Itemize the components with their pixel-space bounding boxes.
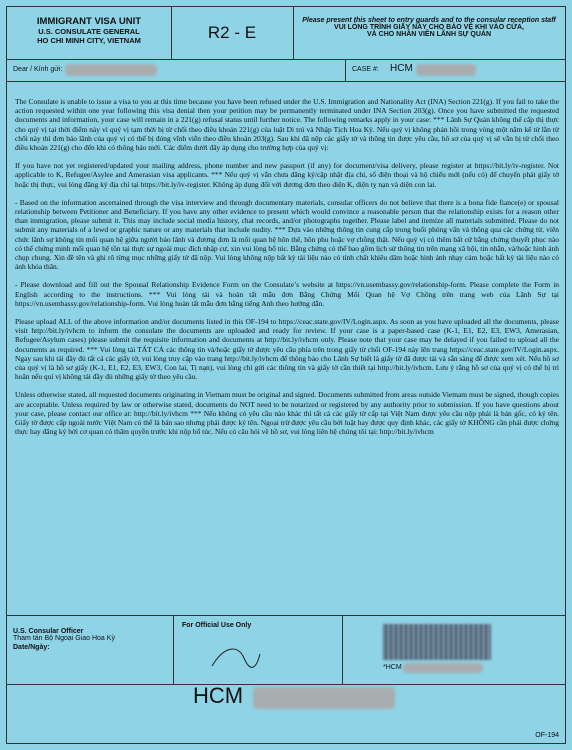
addressee-row [7, 59, 565, 82]
paragraph-documents: Unless otherwise stated, all requested documents originating in Vietnam must be original and signed. Documents submitted from areas outside Vietnam must be signed, though copies are acceptable. Unless required by law or otherwise stated, documents do NOT need to be notarized or registered by any authority prior to submission. If you have questions about your case, please contact our office at: http://bit.ly/ivhcm *** Nếu không có yêu cầu nào khác thì tất cả các giấy tờ cấp tại Việt Nam được yêu cầu nộp phải là bản gốc, có ký tên. Giấy tờ được cấp ngoài nước Việt Nam có thể là bản sao nhưng phải được ký tên. Ngoại trừ được yêu cầu bởi luật hay được quy định khác, các giấy tờ KHÔNG cần phải được chứng thực hay đăng ký bởi cơ quan có thẩm quyền trước khi nộp bổ túc. Nếu có câu hỏi về hồ sơ, vui lòng liên hệ chúng tôi tại: http://bit.ly/ivhcm [15, 390, 559, 437]
redacted-large-case-id [253, 687, 395, 709]
handwritten-mark-icon [204, 636, 264, 676]
form-number: OF-194 [535, 732, 559, 739]
instruction-vietnamese-2: VÀ CHO NHÂN VIÊN LÃNH SỰ QUÁN [366, 31, 492, 38]
date-label: Date/Ngày: [13, 644, 50, 651]
refusal-sheet [6, 6, 566, 744]
instruction-block [293, 7, 565, 59]
consulate-block [7, 7, 172, 59]
instruction-vietnamese-1: VUI LÒNG TRÌNH GIẤY NÀY CHO BẢO VỆ KHI VÀO CỬA, [334, 24, 524, 31]
official-use-box [173, 616, 343, 684]
paragraph-upload: Please upload ALL of the above information and/or documents listed in this OF-194 to https://ceac.state.gov/IV/Login.aspx. As soon as you have uploaded all the documents, please visit http://bit.ly/ivhcm to inform the consulate the documents are uploaded and ready for review. If your case is a paper-based case (K-1, E1, E2, E3, EW3, Amerasian, Refugee/Asylum cases) please submit the requisite information and documents at http://bit.ly/ivhcm only. Please note that your case may be delayed if you failed to upload all the documents as required. *** Vui lòng tải TẤT CẢ các thông tin và/hoặc giấy tờ được yêu cầu phía trên trong giấy từ chối OF-194 này lên trang https://ceac.state.gov/IV/Login.aspx. Ngay sau khi tải đầy đủ tất cả các giấy tờ, vui lòng truy cập vào trang http://bit.ly/ivhcm để thông báo cho Lãnh Sự biết là giấy tờ đã được tải và sẵn sàng để được xem xét. Nếu hồ sơ của quý vị là hồ sơ giấy (K-1, E1, E2, E3, EW3, Con lai, Tị nạn), vui lòng chỉ gửi các thông tin và giấy tờ cần thiết tại http://bit.ly/ivhcm. Lưu ý rằng hồ sơ của quý vị có thể bị trì hoãn nếu quí vị không tải đầy đủ những giấy tờ theo yêu cầu. [15, 317, 559, 382]
case-label: CASE #: [352, 66, 379, 73]
consulate-city: HO CHI MINH CITY, VIETNAM [37, 36, 141, 45]
instruction-english: Please present this sheet to entry guards and to the consular reception staff [302, 17, 556, 24]
paragraph-registration: If you have not yet registered/updated your mailing address, phone number and new passport (if any) for document/visa delivery, please register at https://bit.ly/iv-register. Not applicable to K, Refugee/Asylee and Amerasian visa applicants. *** Nếu quý vị vẫn chưa đăng ký/cập nhật địa chỉ, số điện thoại và hộ chiếu mới (nếu có) để chuyển phát giấy tờ hoặc thị thực, vui lòng đăng ký địa chỉ tại https://bit.ly/iv-register. Không áp dụng đối với đương đơn theo diện K, diện tỵ nạn và diện con lai. [15, 161, 559, 189]
case-number-box [345, 59, 566, 81]
official-use-label: For Official Use Only [182, 622, 252, 629]
redacted-case-number [416, 64, 476, 76]
consulate-name: U.S. CONSULATE GENERAL [38, 27, 140, 36]
large-case-id: HCM [193, 683, 244, 708]
header [7, 7, 565, 60]
officer-title: U.S. Consular Officer [13, 628, 84, 635]
barcode-icon [383, 624, 491, 660]
paragraph-relationship: - Based on the information ascertained through the visa interview and through documentary materials, consular officers do not believe that there is a bona fide fiance(e) or spousal relationship between Petitioner and Beneficiary. If you have any other evidence to present which would convince a reasonable person that the relationship exists for a reason other than immigration, please submit it. This may include social media history, chat records, and/or photographs together. Please label and itemize all materials submitted. Please do not submit any materials of a lewd or graphic nature or any materials that include nudity. *** Dựa vào những thông tin cung cấp trong buổi phỏng vấn và thông qua các chứng từ, viên chức lãnh sự không tin mối quan hệ giữa người bảo lãnh và đương đơn là mối quan hệ hôn thê, hôn phu hoặc vợ chồng thật. Nếu quý vị có thêm bất cứ bằng chứng thuyết phục nào có thể chứng minh mối quan hệ tồn tại thực sự ngoài mục đích nhập cư, xin vui lòng bổ túc. Bằng chứng có thể bao gồm lịch sử thông tin trên mạng xã hội, tin nhắn, và/hoặc hình ảnh chụp chung. Xin đề tên và ghi rõ từng mục những giấy tờ đã nộp. Vui lòng không nộp bất kỳ tài liệu nào có tính chất khiêu dâm hoặc hình ảnh nhạy cảm hoặc bất kỳ tài liệu nào có ảnh khỏa thân. [15, 197, 559, 272]
officer-title-vi: Tham tán Bộ Ngoại Giao Hoa Kỳ [13, 635, 115, 642]
paragraph-refusal: The Consulate is unable to issue a visa to you at this time because you have been refused under the U.S. Immigration and Nationality Act (INA) Section 221(g). If you fail to take the action requested within one year following this visa denial then your petition may be permanently terminated under INA Section 203(g). Once you have submitted the requested documents and information, your case will remain in a 221(g) refusal status until further notice. The following remarks apply in your case: *** Lãnh Sự Quán không thể cấp thị thực cho quý vị tại thời điểm này vì quý vị tạm thời bị từ chối theo điều khoản 221(g) của luật Di trú và Nhập Tịch Hoa Kỳ. Nếu quý vị không phản hồi trong vòng một năm kể từ lần từ chối này thì đơn bảo lãnh của quý vị có thể bị đóng vĩnh viễn theo điều khoản 203(g). Sau khi đã nộp các giấy tờ và thông tin được yêu cầu, hồ sơ của quý vị sẽ vẫn bị từ chối theo điều khoản 221(g) cho đến khi có thông báo mới. Các điểm dưới đây áp dụng cho trường hợp của quý vị: [15, 97, 559, 153]
case-number: HCM [390, 63, 413, 74]
paragraph-form: - Please download and fill out the Spousal Relationship Evidence Form on the Consulate’s website at https://vn.usembassy.gov/relationship-form. Please complete the Form in English according to the instructions. *** Vui lòng tải và hoàn tất mẫu đơn Bằng Chứng Mối Quan hệ Vợ Chồng trên trang web của Lãnh Sự tại https://vn.usembassy.gov/relationship-form. Vui lòng hoàn tất mẫu đơn bằng tiếng Anh theo hướng dẫn. [15, 280, 559, 308]
footer [7, 615, 565, 685]
redacted-barcode-text [403, 663, 483, 673]
salutation: Dear / Kính gửi: [13, 66, 63, 73]
refusal-code: R2 - E [171, 7, 294, 59]
letter-body [15, 97, 559, 446]
redacted-name [65, 64, 157, 76]
officer-block [13, 628, 115, 651]
barcode-text: *HCM [383, 664, 402, 671]
unit-title: IMMIGRANT VISA UNIT [36, 16, 142, 27]
